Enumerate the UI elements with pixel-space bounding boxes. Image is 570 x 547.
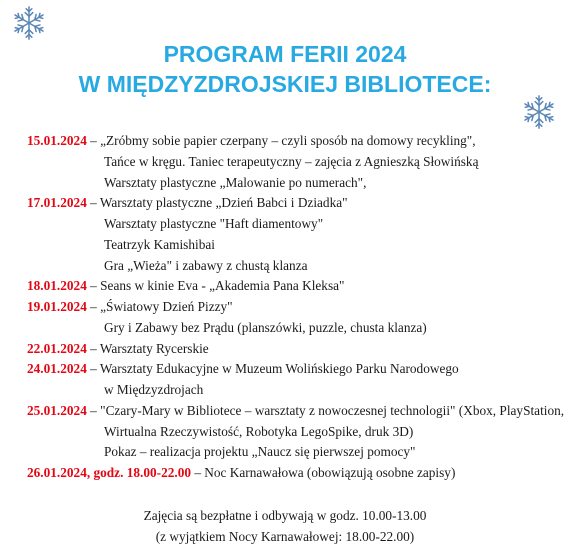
schedule-line <box>27 214 562 234</box>
schedule-line <box>27 173 562 193</box>
schedule-line <box>27 422 562 442</box>
schedule-text: – Warsztaty Edukacyjne w Muzeum Wolińskiego Parku Narodowego <box>86 361 459 377</box>
schedule-date: 17.01.2024 <box>27 195 87 211</box>
schedule-text: Pokaz – realizacja projektu „Naucz się pierwszej pomocy" <box>104 444 416 460</box>
schedule-text: – „Światowy Dzień Pizzy" <box>86 299 233 314</box>
schedule-text: – „Zróbmy sobie papier czerpany – czyli sposób na domowy recykling", <box>86 133 476 148</box>
schedule-text: Tańce w kręgu. Taniec terapeutyczny – zajęcia z Agnieszką Słowińską <box>104 153 479 169</box>
schedule-text: Gry i Zabawy bez Prądu (planszówki, puzzle, chusta klanza) <box>104 319 427 335</box>
schedule-date: 18.01.2024 <box>27 278 87 294</box>
title-line-1: PROGRAM FERII 2024 <box>163 41 407 67</box>
schedule-text: – Warsztaty plastyczne „Dzień Babci i Dziadka" <box>86 195 348 211</box>
schedule-date: 15.01.2024 <box>27 133 87 148</box>
schedule-date: 26.01.2024, godz. 18.00-22.00 <box>27 465 191 480</box>
schedule-line <box>27 152 562 172</box>
schedule-text: – Noc Karnawałowa (obowiązują osobne zapisy) <box>191 465 456 480</box>
schedule-date: 25.01.2024 <box>27 402 87 418</box>
schedule-line <box>27 318 562 338</box>
title-line-2: W MIĘDZYZDROJSKIEJ BIBLIOTECE: <box>78 71 492 97</box>
schedule-line <box>27 442 562 462</box>
schedule-date: 24.01.2024 <box>27 361 87 377</box>
schedule-text: – Seans w kinie Eva - „Akademia Pana Kleksa" <box>86 278 345 294</box>
schedule-line <box>27 131 562 151</box>
schedule-text: Warsztaty plastyczne "Haft diamentowy" <box>104 216 324 231</box>
schedule-line <box>27 193 562 213</box>
footer-hours: Zajęcia są bezpłatne i odbywają w godz. 10.00-13.00 <box>143 508 427 523</box>
schedule-text: w Międzyzdrojach <box>104 382 204 397</box>
schedule-text: Teatrzyk Kamishibai <box>104 236 215 252</box>
schedule-line <box>27 380 562 400</box>
schedule-text: Warsztaty plastyczne „Malowanie po numerach", <box>104 174 367 190</box>
schedule-line <box>27 276 562 296</box>
schedule-line <box>27 256 562 276</box>
schedule-text: Wirtualna Rzeczywistość, Robotyka LegoSpike, druk 3D) <box>104 423 414 439</box>
schedule-line <box>27 401 565 421</box>
schedule-line <box>27 359 562 379</box>
schedule-date: 19.01.2024 <box>27 299 87 314</box>
schedule-line <box>27 235 562 255</box>
schedule-line <box>27 463 562 483</box>
schedule-text: – Warsztaty Rycerskie <box>86 340 209 356</box>
schedule-line <box>27 297 562 317</box>
footer-exception: (z wyjątkiem Nocy Karnawałowej: 18.00-22.00) <box>155 529 415 544</box>
schedule-date: 22.01.2024 <box>27 340 87 356</box>
schedule-line <box>27 339 562 359</box>
schedule-text: – "Czary-Mary w Bibliotece – warsztaty z nowoczesnej technologii" (Xbox, PlayStation, <box>86 402 565 418</box>
schedule-text: Gra „Wieża" i zabawy z chustą klanza <box>104 257 308 273</box>
